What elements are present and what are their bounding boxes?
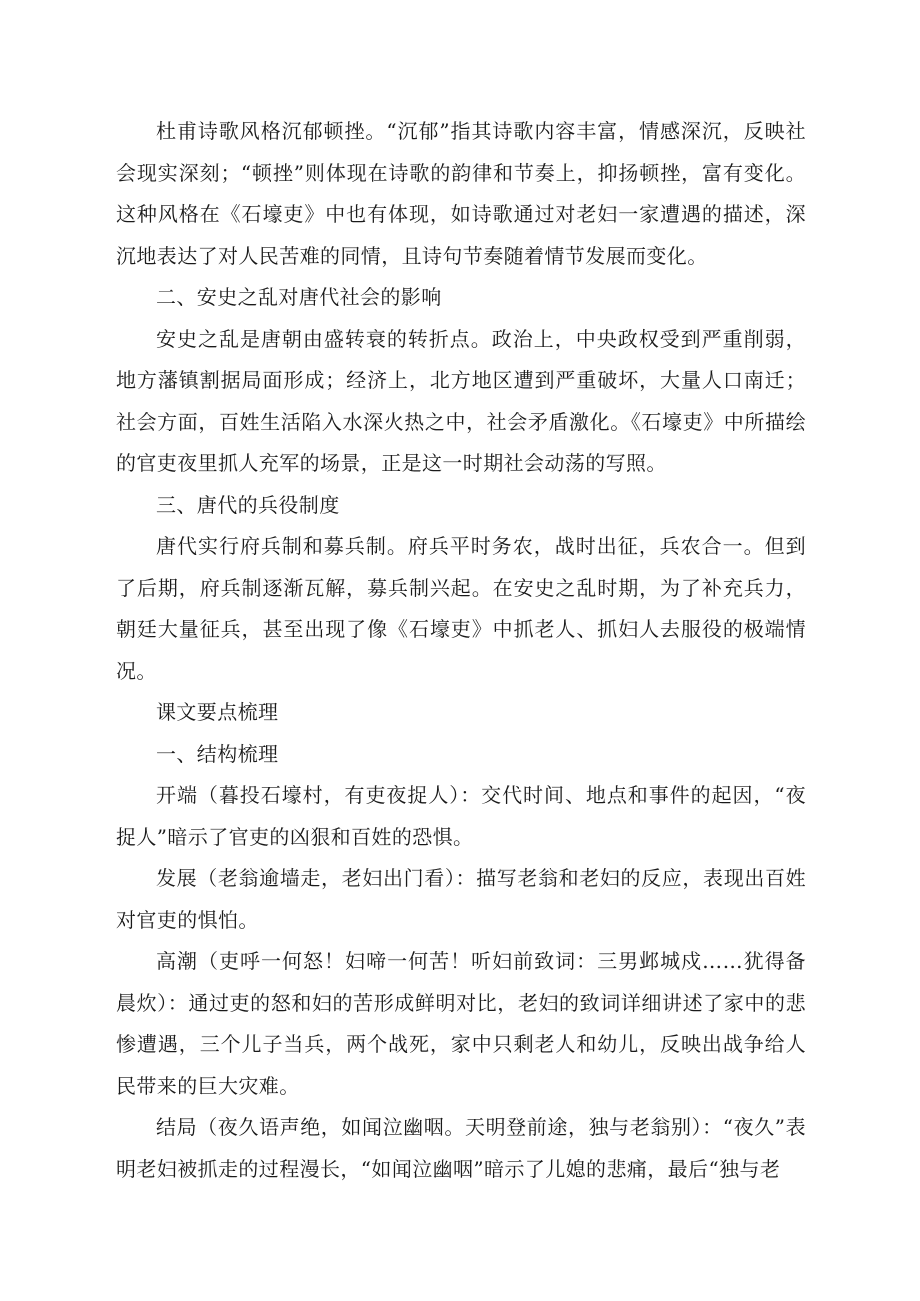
paragraph-beginning: 开端（暮投石壕村，有吏夜捉人）：交代时间、地点和事件的起因，“夜捉人”暗示了官吏的凶狠和百姓的恐惧。	[116, 783, 806, 849]
heading-lesson-points: 课文要点梳理	[156, 700, 279, 724]
paragraph-climax: 高潮（吏呼一何怒！妇啼一何苦！听妇前致词：三男邺城戍……犹得备晨炊）：通过吏的怒和妇的苦形成鲜明对比，老妇的致词详细讲述了家中的悲惨遭遇，三个儿子当兵，两个战死，家中只剩老人和幼儿，反映出战争给人民带来的巨大灾难。	[116, 949, 806, 1098]
paragraph-an-shi-rebellion: 安史之乱是唐朝由盛转衰的转折点。政治上，中央政权受到严重削弱，地方藩镇割据局面形成；经济上，北方地区遭到严重破坏，大量人口南迁；社会方面，百姓生活陷入水深火热之中，社会矛盾激化。《石壕吏》中所描绘的官吏夜里抓人充军的场景，正是这一时期社会动荡的写照。	[116, 326, 806, 475]
paragraph-du-fu-style: 杜甫诗歌风格沉郁顿挫。“沉郁”指其诗歌内容丰富，情感深沉，反映社会现实深刻；“顿挫”则体现在诗歌的韵律和节奏上，抑扬顿挫，富有变化。这种风格在《石壕吏》中也有体现，如诗歌通过对老妇一家遭遇的描述，深沉地表达了对人民苦难的同情，且诗句节奏随着情节发展而变化。	[116, 119, 806, 268]
paragraph-development: 发展（老翁逾墙走，老妇出门看）：描写老翁和老妇的反应，表现出百姓对官吏的惧怕。	[116, 866, 806, 932]
paragraph-military-service: 唐代实行府兵制和募兵制。府兵平时务农，战时出征，兵农合一。但到了后期，府兵制逐渐瓦解，募兵制兴起。在安史之乱时期，为了补充兵力，朝廷大量征兵，甚至出现了像《石壕吏》中抓老人、抓妇人去服役的极端情况。	[116, 534, 806, 683]
paragraph-ending: 结局（夜久语声绝，如闻泣幽咽。天明登前途，独与老翁别）：“夜久”表明老妇被抓走的过程漫长，“如闻泣幽咽”暗示了儿媳的悲痛，最后“独与老	[116, 1115, 806, 1181]
heading-an-shi-rebellion: 二、安史之乱对唐代社会的影响	[156, 285, 442, 309]
heading-military-service: 三、唐代的兵役制度	[156, 492, 340, 517]
document-body	[116, 111, 806, 1190]
heading-structure: 一、结构梳理	[156, 741, 279, 766]
